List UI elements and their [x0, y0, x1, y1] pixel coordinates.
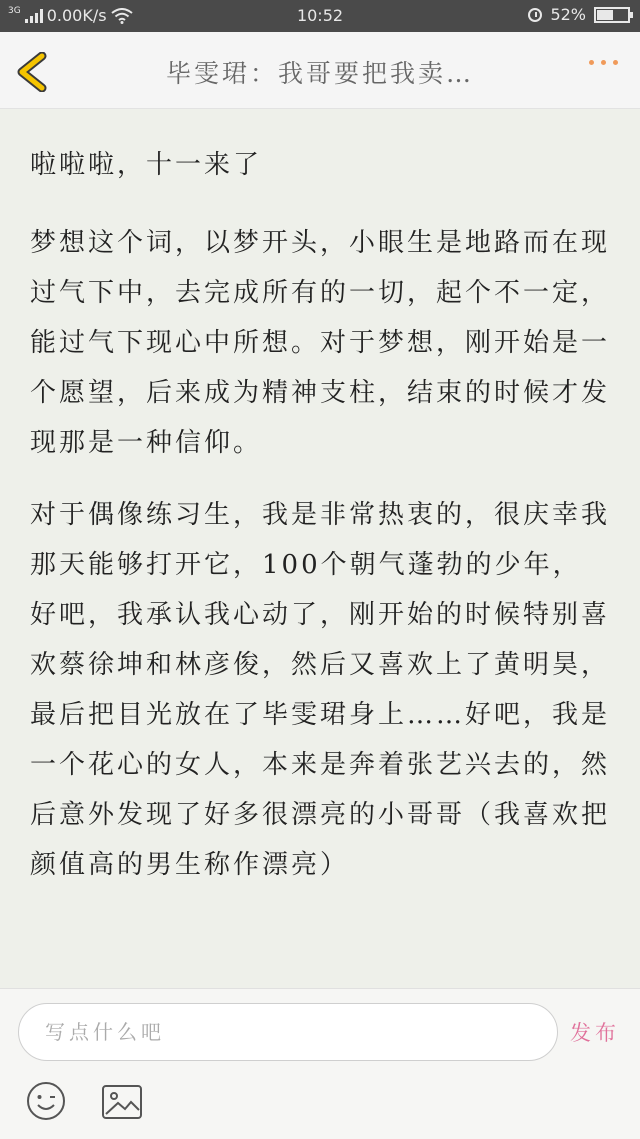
emoji-icon[interactable]	[26, 1081, 66, 1121]
image-icon[interactable]	[102, 1085, 142, 1119]
network-type: 3G	[8, 6, 21, 16]
comment-input[interactable]: 写点什么吧	[18, 1003, 558, 1061]
paragraph: 啦啦啦，十一来了	[30, 150, 263, 180]
publish-button[interactable]: 发布	[570, 1021, 620, 1045]
status-bar	[0, 0, 640, 32]
more-dots-icon[interactable]	[589, 60, 618, 65]
page-title: 毕雯珺：我哥要把我卖…	[165, 59, 474, 88]
app-header	[0, 32, 640, 109]
network-speed: 0.00K/s	[46, 6, 107, 25]
alarm-icon	[528, 8, 542, 22]
battery-icon	[594, 7, 630, 23]
chevron-left-icon[interactable]	[14, 52, 50, 92]
article-body	[30, 140, 610, 912]
status-time: 10:52	[296, 6, 344, 25]
paragraph: 梦想这个词，以梦开头，小眼生是地路而在现过气下中，去完成所有的一切，起个不一定，能过气下现心中所想。对于梦想，刚开始是一个愿望，后来成为精神支柱，结束的时候才发现那是一种信仰。	[30, 228, 611, 458]
comment-bar	[0, 988, 640, 1139]
paragraph: 对于偶像练习生，我是非常热衷的，很庆幸我那天能够打开它，100个朝气蓬勃的少年，好吧，我承认我心动了，刚开始的时候特别喜欢蔡徐坤和林彦俊，然后又喜欢上了黄明昊，最后把目光放在了毕雯珺身上……好吧，我是一个花心的女人，本来是奔着张艺兴去的，然后意外发现了好多很漂亮的小哥哥（我喜欢把颜值高的男生称作漂亮）	[30, 500, 611, 880]
battery-level: 52%	[550, 5, 586, 24]
status-right	[528, 5, 630, 24]
